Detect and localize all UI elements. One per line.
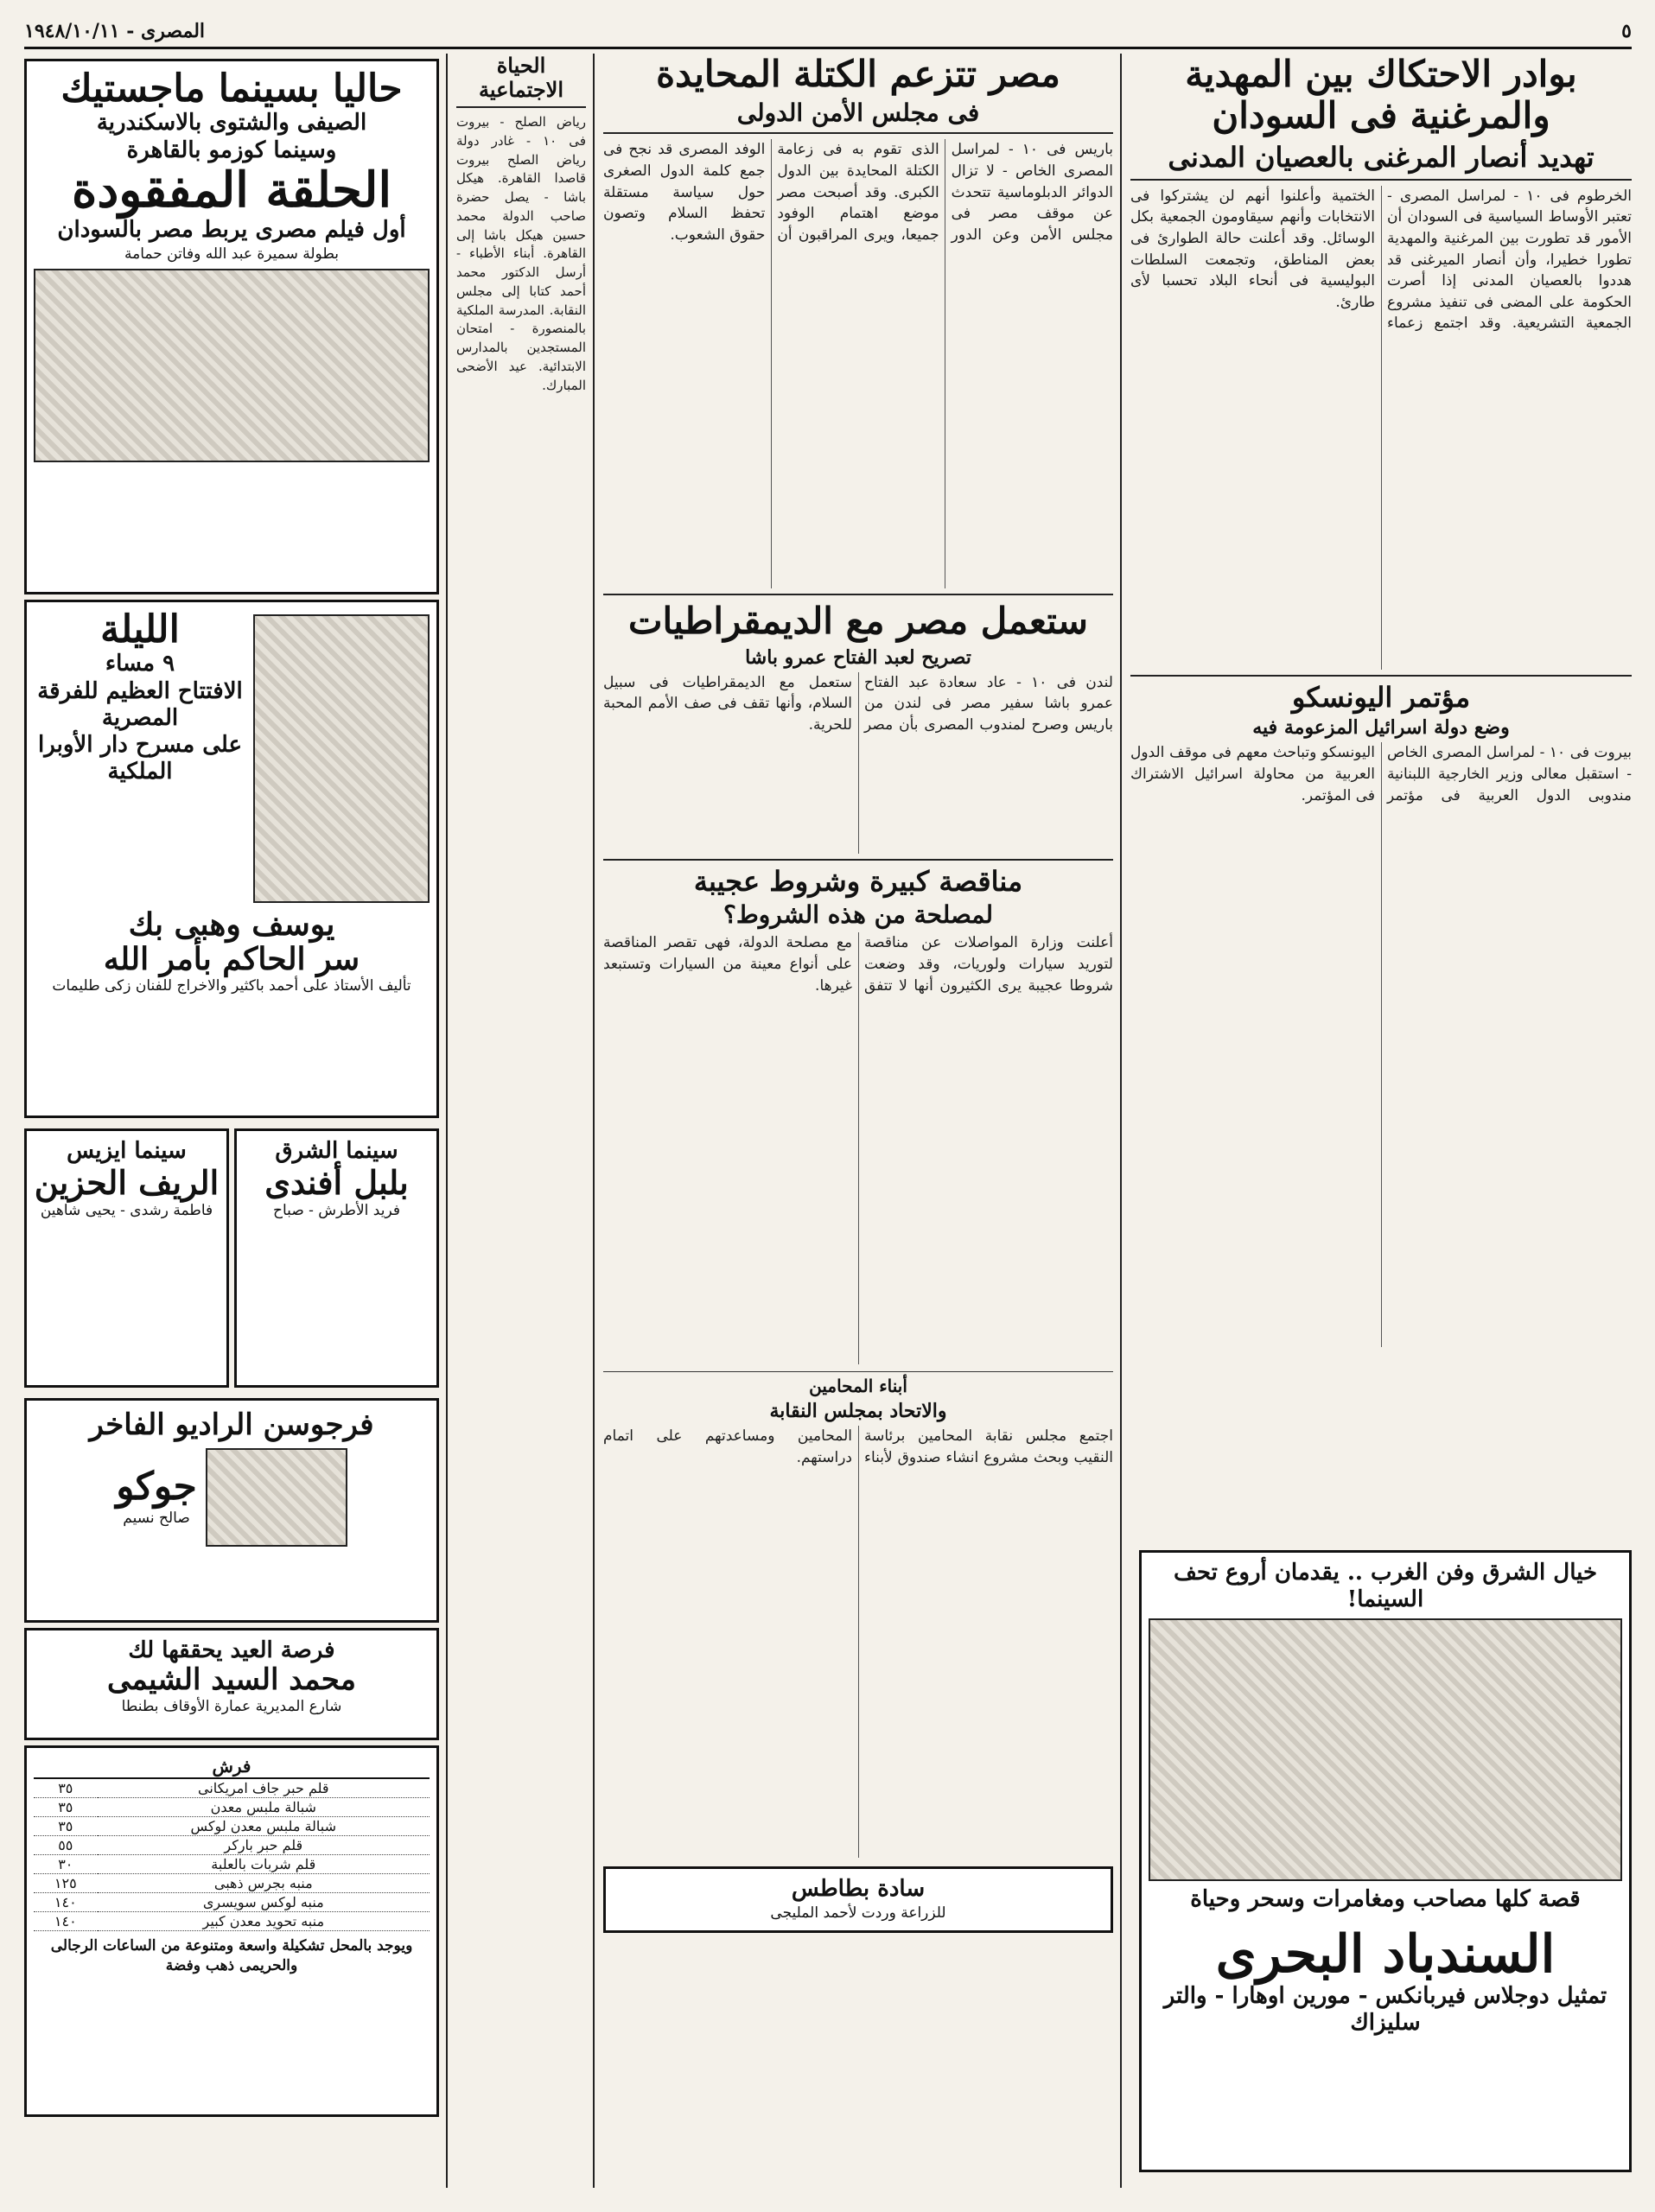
sindbad-cast: تمثيل دوجلاس فيربانكس - مورين اوهارا - والتر سليزاك [1163,1982,1607,2036]
price-row [34,1817,430,1836]
twin-cinema-ads [24,1123,439,1393]
price-item: منبه بجرس ذهبى [98,1874,430,1893]
lawyers-body: اجتمع مجلس نقابة المحامين برئاسة النقيب وبحث مشروع انشاء صندوق لأبناء المحامين ومساعدتهم على اتمام دراستهم. [603,1427,1113,1467]
price-row [34,1836,430,1855]
newspaper-page [24,16,1632,2193]
price-row [34,1798,430,1817]
sharq-name: سينما الشرق [275,1138,398,1164]
ferguson-radio-ad [24,1398,439,1623]
ferguson-title: فرجوسن الراديو الفاخر [89,1408,374,1442]
unesco-body: بيروت فى ١٠ - لمراسل المصرى الخاص - استقبل معالى وزير الخارجية اللبنانية مندوبى الدول العربية فى مؤتمر اليونسكو وتباحث معهم فى موقف الدول العربية من محاولة اسرائيل الاشتراك فى المؤتمر. [1130,744,1632,804]
lead-body: الخرطوم فى ١٠ - لمراسل المصرى - تعتبر الأوساط السياسية فى السودان أن الأمور قد تطورت بين المرغنية والمهدية تطورا خطيرا، وأن أنصار الميرغنى قد هددوا بالعصيان المدنى إذا أصرت الحكومة على المضى فى تنفيذ مشروع الجمعية التشريعية. وقد اجتمع زعماء الختمية وأعلنوا أنهم لن يشتركوا فى الانتخابات وأنهم سيقاومون الجمعية بكل الوسائل. وقد أعلنت حالة الطوارئ فى بعض المناطق، وتجمعت السلطات البوليسية فى أنحاء البلاد تحسبا لأى طارئ. [1130,187,1632,333]
opera-venue: على مسرح دار الأوبرا الملكية [38,731,242,785]
sadat-ad [603,1866,1113,1932]
price-value: ١٤٠ [34,1912,98,1931]
sadat-name: سادة بطاطس [791,1876,926,1903]
price-value: ١٢٥ [34,1874,98,1893]
sharq-cast: فريد الأطرش - صباح [273,1201,400,1219]
price-row [34,1855,430,1874]
price-value: ٣٥ [34,1778,98,1798]
lead-headline: بوادر الاحتكاك بين المهدية والمرغنية فى السودان [1185,54,1577,137]
unesco-subhead: وضع دولة اسرائيل المزعومة فيه [1252,716,1510,740]
ferguson-brand: جوكو [116,1465,197,1510]
isis-cast: فاطمة رشدى - يحيى شاهين [40,1201,213,1219]
ferguson-dealer: صالح نسيم [123,1509,190,1527]
bloc-subhead: فى مجلس الأمن الدولى [736,99,980,128]
column-rule [446,54,448,2188]
price-row [34,1912,430,1931]
price-item: قلم حبر جاف امريكانى [98,1778,430,1798]
democracies-headline: ستعمل مصر مع الديمقراطيات [627,600,1089,643]
sadat-note: للزراعة وردت لأحمد المليجى [770,1904,946,1922]
opera-portrait [253,614,430,903]
price-table [34,1755,430,1931]
price-row [34,1893,430,1912]
page-number: ٥ [1621,20,1632,42]
sindbad-illustration [1149,1618,1622,1881]
majestic-cast: بطولة سميرة عبد الله وفاتن حمامة [124,245,340,263]
isis-cinema-ad [24,1128,229,1388]
opera-star: يوسف وهبى بك [128,906,335,943]
price-value: ١٤٠ [34,1893,98,1912]
price-row [34,1778,430,1798]
price-footer: ويوجد بالمحل تشكيلة واسعة ومتنوعة من الساعات الرجالى والحريمى ذهب وفضة [50,1937,413,1974]
price-value: ٣٥ [34,1817,98,1836]
lead-subhead: تهديد أنصار المرغنى بالعصيان المدنى [1168,140,1595,174]
opera-time: ٩ مساء [105,651,175,677]
social-column [456,54,586,1816]
democracies-subhead: تصريح لعبد الفتاح عمرو باشا [745,645,971,669]
divider [603,132,1113,134]
majestic-sub1: الصيفى والشتوى بالاسكندرية [96,110,367,137]
column-rule [1120,54,1122,2188]
opera-event: الافتتاح العظيم للفرقة المصرية [37,677,243,731]
tender-body: أعلنت وزارة المواصلات عن مناقصة لتوريد سيارات ولوريات، وقد وضعت شروطا عجيبة يرى الكثيرون أنها لا تتفق مع مصلحة الدولة، فهى تقصر المناقصة على أنواع معينة من السيارات وتستبعد غيرها. [603,934,1113,995]
issue-date: المصرى - ١٩٤٨/١٠/١١ [24,20,206,42]
opera-tonight: الليلة [100,607,180,652]
eid-shop-name: محمد السيد الشيمى [107,1662,356,1698]
sindbad-story: قصة كلها مصاحب ومغامرات وسحر وحياة [1190,1886,1581,1913]
majestic-photo [34,269,430,462]
opera-play: سر الحاكم بأمر الله [103,940,360,977]
democracies-body: لندن فى ١٠ - عاد سعادة عبد الفتاح عمرو باشا سفير مصر فى لندن من باريس وصرح لمندوب المصرى بأن مصر ستعمل مع الديمقراطيات فى سبيل السلام، وأنها تقف فى صف الأمم المحبة للحرية. [603,673,1113,734]
majestic-cinema-ad [24,59,439,594]
eid-text: فرصة العيد يحققها لك [128,1637,335,1663]
column-rule [593,54,595,2188]
price-value: ٣٠ [34,1855,98,1874]
sindbad-film-ad [1139,1550,1632,2172]
divider [603,859,1113,861]
sindbad-tagline: خيال الشرق وفن الغرب .. يقدمان أروع تحف السينما! [1173,1560,1598,1613]
opera-credits: تأليف الأستاذ على أحمد باكثير والاخراج للفنان زكى طليمات [52,977,411,995]
price-item: قلم حبر باركر [98,1836,430,1855]
price-item: شبالة ملبس معدن لوكس [98,1817,430,1836]
majestic-now: حاليا بسينما ماجستيك [60,67,403,111]
price-item: قلم شربات بالعلبة [98,1855,430,1874]
price-value: ٣٥ [34,1798,98,1817]
masthead [24,16,1632,49]
sharq-cinema-ad [234,1128,439,1388]
price-row [34,1874,430,1893]
price-item: شبالة ملبس معدن [98,1798,430,1817]
majestic-film: الحلقة المفقودة [71,161,391,219]
sindbad-title: السندباد البحرى [1215,1923,1556,1985]
price-list-ad [24,1745,439,2117]
isis-film: الريف الحزين [34,1163,220,1203]
lawyers-headline: أبناء المحامين [603,1371,1113,1396]
eid-address: شارع المديرية عمارة الأوقاف بطنطا [121,1697,342,1715]
price-item: منبه تحويد معدن كبير [98,1912,430,1931]
ads-column [24,54,439,2188]
lead-column [1130,54,1632,1540]
lawyers-subhead: والاتحاد بمجلس النقابة [769,1400,947,1423]
price-table-title: فرش [34,1755,430,1778]
social-title: الحياة الاجتماعية [478,54,564,102]
divider [1130,675,1632,677]
center-column [603,54,1113,2188]
eid-shop-ad [24,1628,439,1740]
unesco-headline: مؤتمر اليونسكو [1291,680,1471,714]
isis-name: سينما ايزيس [67,1138,187,1164]
divider [456,106,586,108]
opera-ad [24,600,439,1118]
sharq-film: بلبل أفندى [264,1163,409,1203]
radio-illustration [206,1448,347,1547]
bloc-headline: مصر تتزعم الكتلة المحايدة [656,54,1060,95]
divider [1130,179,1632,181]
majestic-sub2: وسينما كوزمو بالقاهرة [126,137,337,163]
price-value: ٥٥ [34,1836,98,1855]
tender-headline: مناقصة كبيرة وشروط عجيبة [693,864,1023,898]
majestic-note: أول فيلم مصرى يربط مصر بالسودان [57,217,406,244]
divider [603,594,1113,595]
bloc-body: باريس فى ١٠ - لمراسل المصرى الخاص - لا تزال الدوائر الدبلوماسية تتحدث عن موقف مصر فى مجلس الأمن وعن الدور الذى تقوم به فى زعامة الكتلة المحايدة بين الدول الكبرى. وقد أصبحت مصر موضع اهتمام الوفود جميعا، ويرى المراقبون أن الوفد المصرى قد نجح فى جمع كلمة الدول الصغرى حول سياسة مستقلة تحفظ السلام وتصون حقوق الشعوب. [603,141,1113,244]
tender-subhead: لمصلحة من هذه الشروط؟ [722,900,994,930]
price-item: منبه لوكس سويسرى [98,1893,430,1912]
social-body: رياض الصلح - بيروت فى ١٠ - غادر دولة رياض الصلح بيروت قاصدا القاهرة. هيكل باشا - يصل حضرة صاحب الدولة محمد حسين هيكل باشا إلى القاهرة. أبناء الأطباء - أرسل الدكتور محمد أحمد كتابا إلى مجلس النقابة. المدرسة الملكية بالمنصورة - امتحان المستجدين بالمدارس الابتدائية. عيد الأضحى المبارك. [456,114,586,393]
